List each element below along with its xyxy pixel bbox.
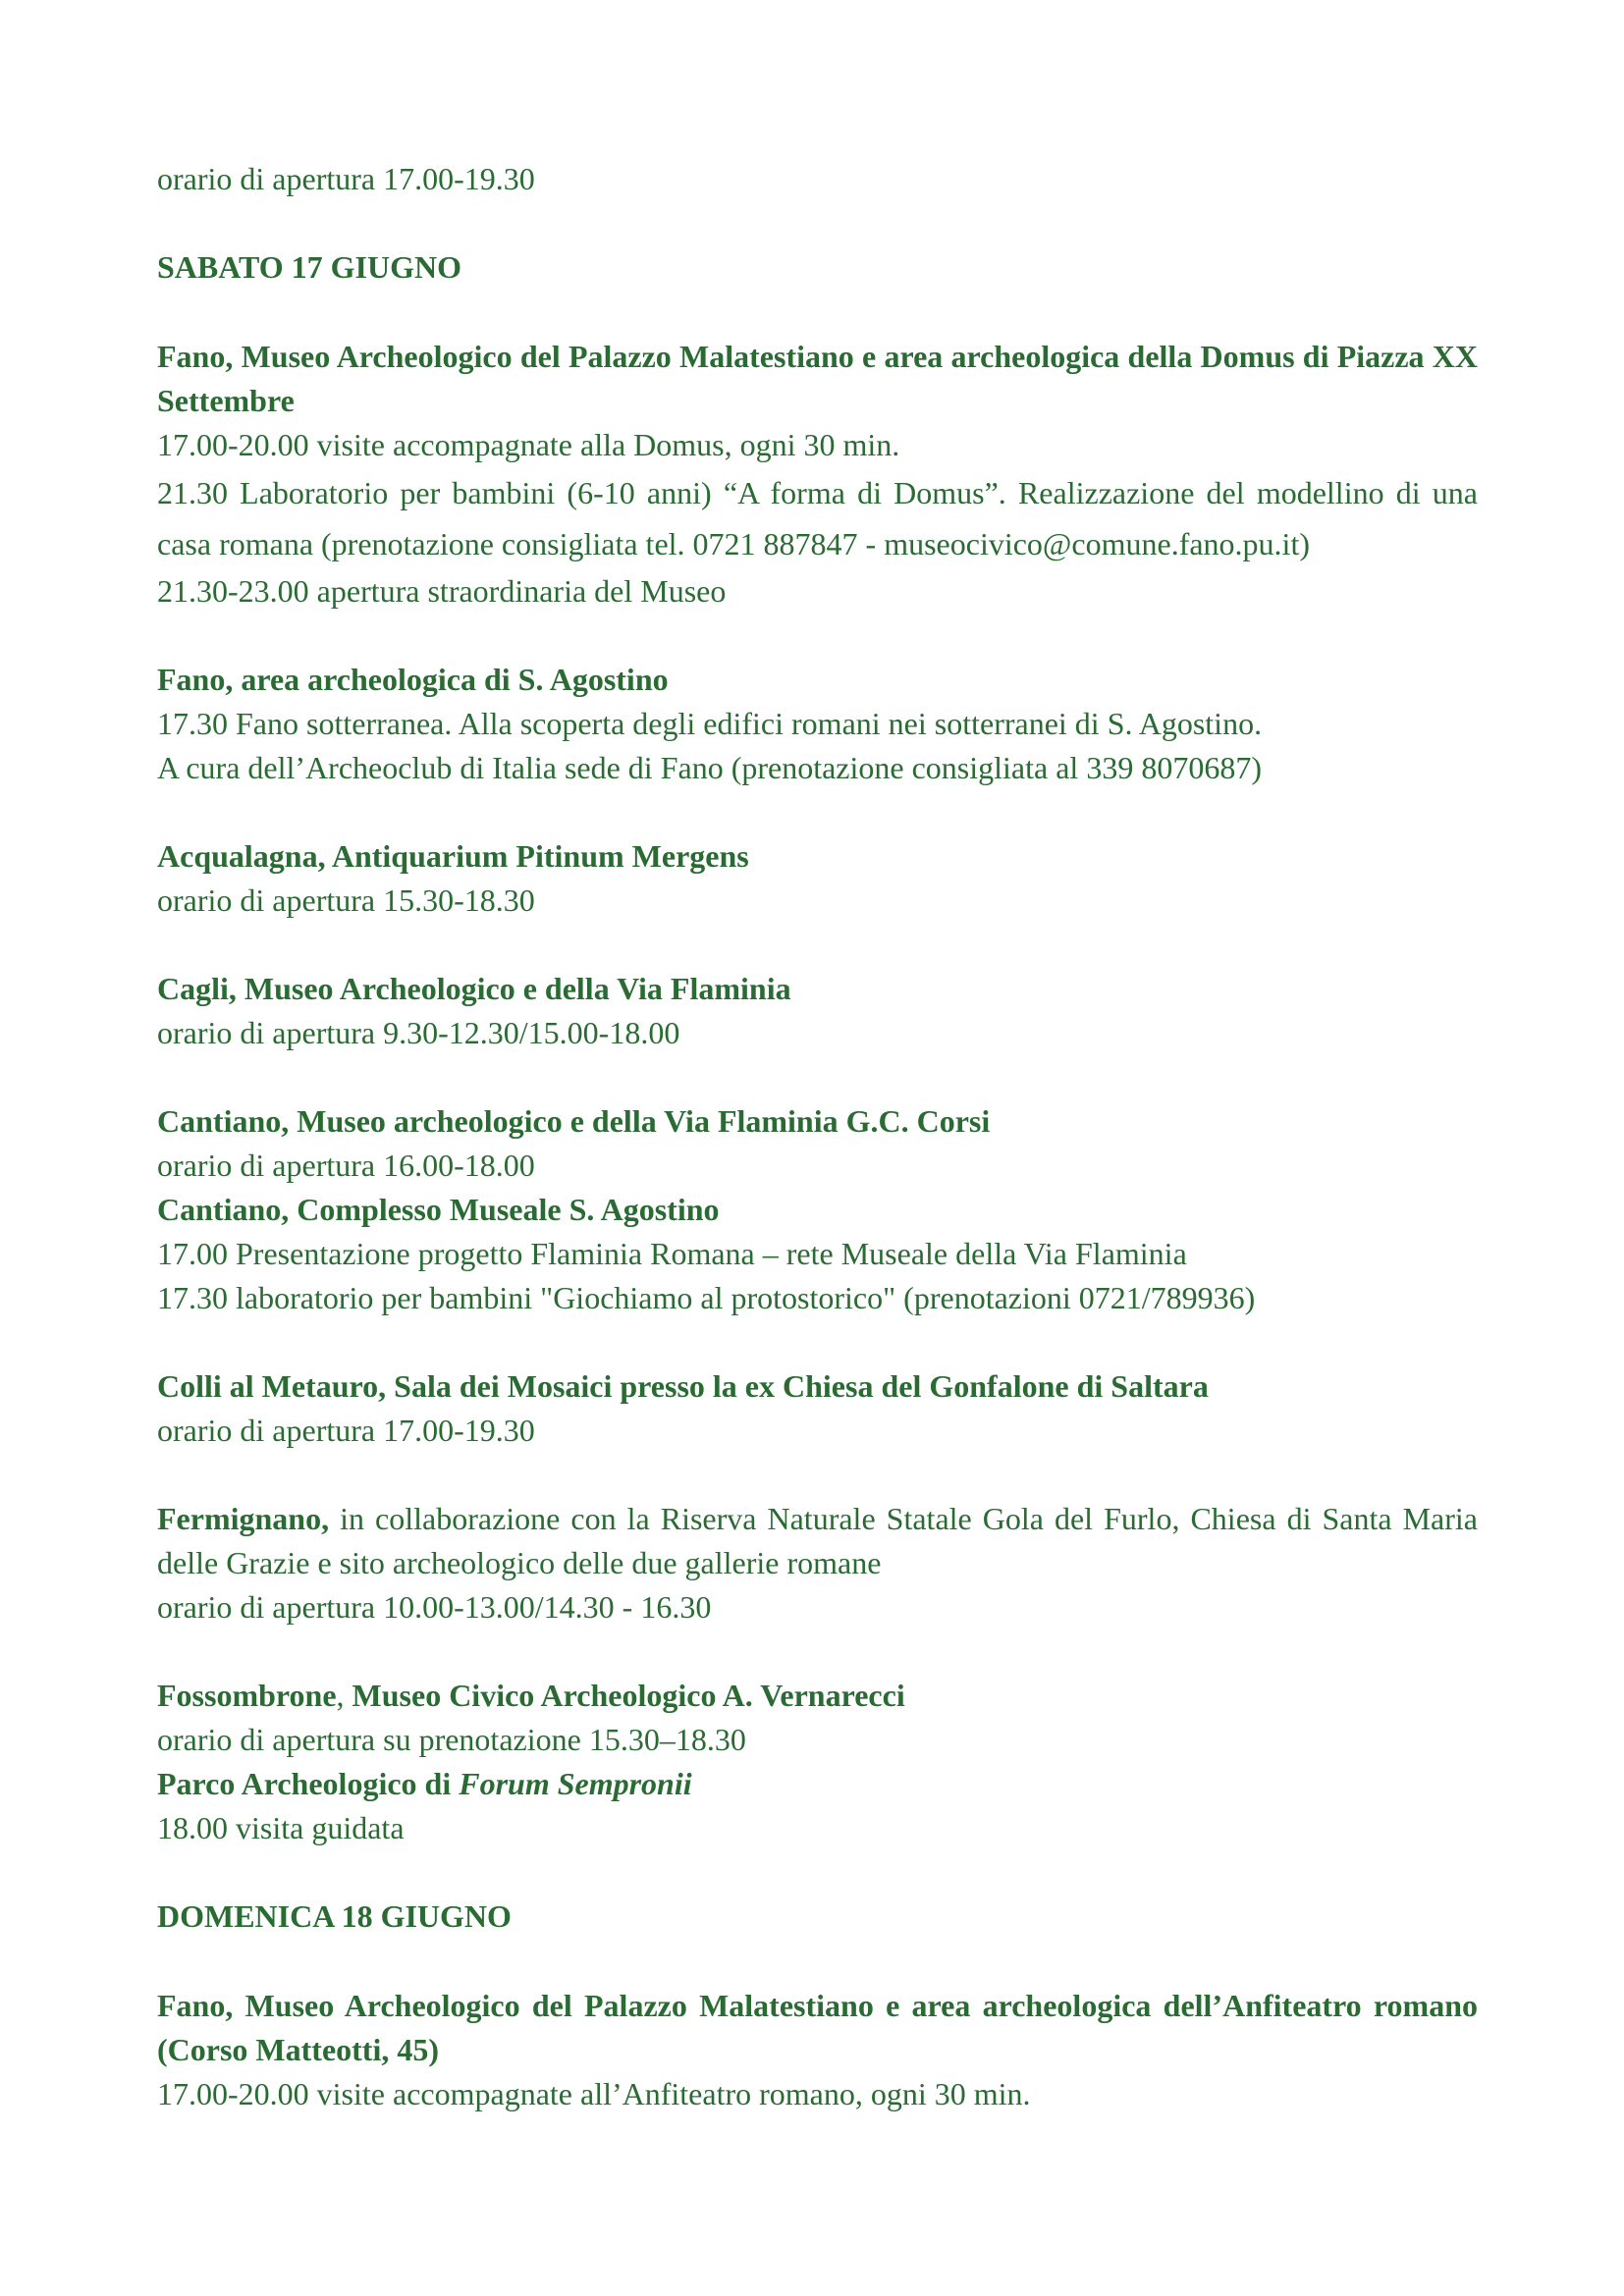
intro-hours: orario di apertura 17.00-19.30 (157, 161, 535, 196)
fano-agostino-line2: A cura dell’Archeoclub di Italia sede di Fano (prenotazione consigliata al 339 8070687) (157, 750, 1262, 785)
saturday-heading: SABATO 17 GIUGNO (157, 249, 461, 285)
acqualagna-section (157, 834, 1478, 923)
fermignano-description: in collaborazione con la Riserva Naturale Statale Gola del Furlo, Chiesa di Santa Maria delle Grazie e sito archeologico delle due gallerie romane (157, 1501, 1478, 1580)
fossombrone-name: Fossombrone (157, 1678, 337, 1713)
fano-domus-lab: 21.30 Laboratorio per bambini (6-10 anni) “A forma di Domus”. Realizzazione del modellino di una casa romana (prenotazione consigliata tel. 0721 887847 - museocivico@comune.fano.pu.it) (157, 475, 1478, 561)
fano-domus-title: Fano, Museo Archeologico del Palazzo Malatestiano e area archeologica della Domus di Piazza XX Settembre (157, 339, 1478, 418)
fermignano-hours: orario di apertura 10.00-13.00/14.30 - 16.30 (157, 1589, 712, 1625)
fano-domus-opening: 21.30-23.00 apertura straordinaria del Museo (157, 573, 727, 609)
fano-agostino-title: Fano, area archeologica di S. Agostino (157, 662, 669, 697)
colli-hours: orario di apertura 17.00-19.30 (157, 1413, 535, 1448)
fossombrone-separator: , (336, 1678, 352, 1713)
document-page (157, 157, 1478, 2116)
colli-title: Colli al Metauro, Sala dei Mosaici presso la ex Chiesa del Gonfalone di Saltara (157, 1368, 1209, 1404)
fermignano-section (157, 1497, 1478, 1629)
cantiano-section (157, 1099, 1478, 1320)
fermignano-name: Fermignano, (157, 1501, 330, 1536)
cagli-hours: orario di apertura 9.30-12.30/15.00-18.00 (157, 1015, 680, 1050)
acqualagna-hours: orario di apertura 15.30-18.30 (157, 882, 535, 918)
sunday-heading: DOMENICA 18 GIUGNO (157, 1898, 512, 1934)
cagli-title: Cagli, Museo Archeologico e della Via Flaminia (157, 971, 791, 1006)
cagli-section (157, 967, 1478, 1055)
fossombrone-museum: Museo Civico Archeologico A. Vernarecci (352, 1678, 905, 1713)
cantiano-line1: 17.00 Presentazione progetto Flaminia Romana – rete Museale della Via Flaminia (157, 1236, 1187, 1271)
fano-anfiteatro-section (157, 1984, 1478, 2116)
fano-domus-section (157, 335, 1478, 614)
acqualagna-title: Acqualagna, Antiquarium Pitinum Mergens (157, 838, 749, 874)
colli-section (157, 1364, 1478, 1453)
fossombrone-tour: 18.00 visita guidata (157, 1810, 405, 1845)
fossombrone-park-prefix: Parco Archeologico di (157, 1766, 460, 1801)
cantiano-title: Cantiano, Museo archeologico e della Via Flaminia G.C. Corsi (157, 1103, 991, 1139)
fano-anfiteatro-visits: 17.00-20.00 visite accompagnate all’Anfiteatro romano, ogni 30 min. (157, 2076, 1031, 2111)
fossombrone-park-name: Forum Sempronii (459, 1766, 692, 1801)
fossombrone-park (157, 1762, 1478, 1806)
fossombrone-section (157, 1674, 1478, 1850)
fano-agostino-section (157, 658, 1478, 790)
cantiano-hours: orario di apertura 16.00-18.00 (157, 1148, 535, 1183)
cantiano-line2: 17.30 laboratorio per bambini "Giochiamo al protostorico" (prenotazioni 0721/789936) (157, 1280, 1256, 1315)
fano-anfiteatro-title: Fano, Museo Archeologico del Palazzo Malatestiano e area archeologica dell’Anfiteatro romano (Corso Matteotti, 45) (157, 1988, 1478, 2067)
fossombrone-hours: orario di apertura su prenotazione 15.30–18.30 (157, 1722, 746, 1757)
fano-agostino-line1: 17.30 Fano sotterranea. Alla scoperta degli edifici romani nei sotterranei di S. Agostino. (157, 706, 1263, 741)
fermignano-title (157, 1497, 1478, 1585)
fano-domus-visits: 17.00-20.00 visite accompagnate alla Domus, ogni 30 min. (157, 427, 900, 462)
fossombrone-title (157, 1674, 1478, 1718)
cantiano-complex-title: Cantiano, Complesso Museale S. Agostino (157, 1192, 720, 1227)
